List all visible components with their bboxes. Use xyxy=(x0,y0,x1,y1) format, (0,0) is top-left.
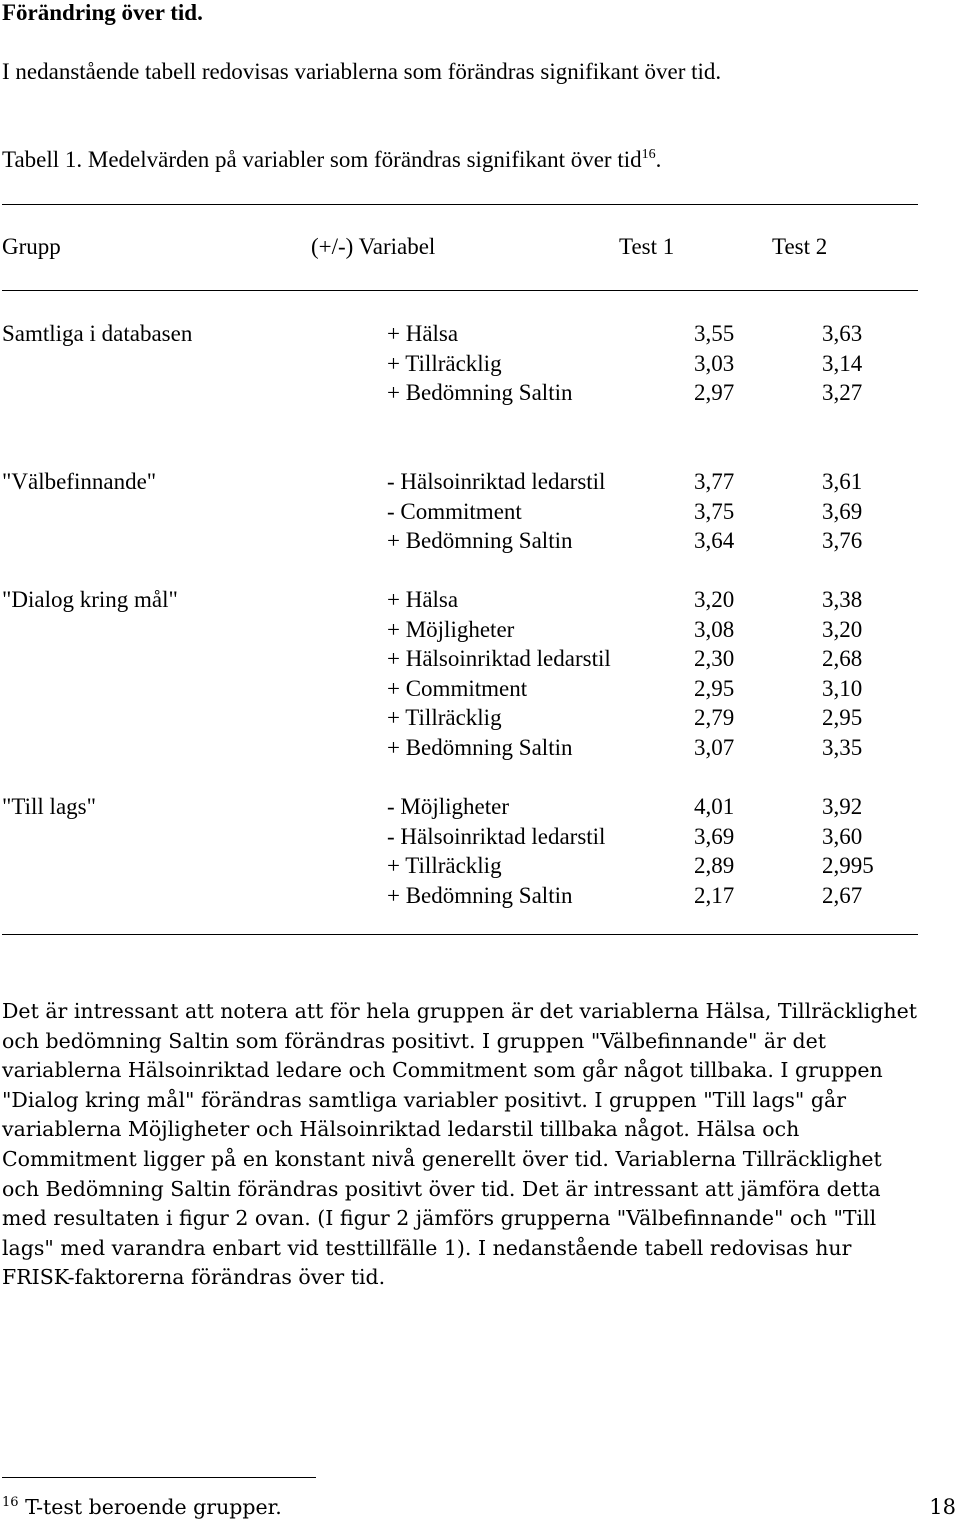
test2-cell: 3,92 xyxy=(822,794,863,819)
test1-cell: 3,07 xyxy=(694,734,735,760)
test1-cell: 2,95 xyxy=(694,675,735,701)
header-variabel: (+/-) Variabel xyxy=(311,234,436,259)
test1-cell: 3,55 xyxy=(694,321,735,346)
test2-cell: 3,76 xyxy=(822,528,863,554)
table-caption xyxy=(2,145,661,175)
table-row xyxy=(0,526,960,556)
header-test1: Test 1 xyxy=(619,234,675,259)
table-row xyxy=(0,378,960,408)
test1-cell: 3,75 xyxy=(694,498,735,524)
table-group xyxy=(0,319,960,408)
body-paragraph: Det är intressant att notera att för hela gruppen är det variablerna Hälsa, Tillräcklighet och bedömning Saltin som förändras positivt. I gruppen "Välbefinnande" är det variablerna Hälsoinriktad ledare och Commitment som går något tillbaka. I gruppen "Dialog kring mål" förändras samtliga variabler positivt. I gruppen "Till lags" går variablerna Möjligheter och Hälsoinriktad ledarstil tillbaka något. Hälsa och Commitment ligger på en konstant nivå generellt över tid. Variablerna Tillräcklighet och Bedömning Saltin förändras positivt över tid. Det är intressant att jämföra detta med resultaten i figur 2 ovan. (I figur 2 jämförs grupperna "Välbefinnande" och "Till lags" med varandra enbart vid testtillfälle 1). I nedanstående tabell redovisas hur FRISK-faktorerna förändras över tid. xyxy=(2,999,917,1290)
variable-cell: + Hälsoinriktad ledarstil xyxy=(387,646,611,672)
variable-cell: + Bedömning Saltin xyxy=(387,734,573,760)
table-group xyxy=(0,467,960,556)
test1-cell: 2,17 xyxy=(694,882,735,908)
caption-tail: . xyxy=(655,147,662,172)
variable-cell: + Bedömning Saltin xyxy=(387,380,573,406)
group-label: "Dialog kring mål" xyxy=(2,587,178,612)
footnote-ref: 16 xyxy=(641,147,656,162)
variable-cell: + Hälsa xyxy=(387,587,459,612)
test2-cell: 3,60 xyxy=(822,823,863,849)
test1-cell: 3,69 xyxy=(694,823,735,849)
test2-cell: 3,63 xyxy=(822,321,863,346)
table-row xyxy=(0,644,960,674)
test2-cell: 3,14 xyxy=(822,350,863,376)
variable-cell: - Hälsoinriktad ledarstil xyxy=(387,823,606,849)
table-row xyxy=(0,822,960,852)
group-label: "Till lags" xyxy=(2,794,96,819)
test1-cell: 2,79 xyxy=(694,705,735,731)
test1-cell: 3,08 xyxy=(694,616,735,642)
caption-text: Tabell 1. Medelvärden på variabler som förändras signifikant över tid xyxy=(2,147,642,172)
footnote-number: 16 xyxy=(2,1495,19,1510)
test2-cell: 3,27 xyxy=(822,380,863,406)
variable-cell: + Möjligheter xyxy=(387,616,515,642)
footnote-text: T-test beroende grupper. xyxy=(25,1495,282,1519)
table-row xyxy=(0,467,960,497)
table-row xyxy=(0,792,960,822)
test2-cell: 2,67 xyxy=(822,882,863,908)
test2-cell: 3,10 xyxy=(822,675,863,701)
section-heading: Förändring över tid. xyxy=(2,0,203,25)
page-number: 18 xyxy=(929,1495,956,1519)
test2-cell: 3,69 xyxy=(822,498,863,524)
test1-cell: 2,30 xyxy=(694,646,735,672)
variable-cell: - Hälsoinriktad ledarstil xyxy=(387,469,606,494)
table-row xyxy=(0,615,960,645)
test2-cell: 2,95 xyxy=(822,705,863,731)
footnote xyxy=(2,1492,282,1522)
header-grupp: Grupp xyxy=(2,234,61,259)
group-label: Samtliga i databasen xyxy=(2,321,193,346)
variable-cell: - Commitment xyxy=(387,498,522,524)
table-row xyxy=(0,585,960,615)
variable-cell: + Tillräcklig xyxy=(387,350,502,376)
variable-cell: + Bedömning Saltin xyxy=(387,882,573,908)
header-rule xyxy=(2,290,918,291)
test2-cell: 3,38 xyxy=(822,587,863,612)
test2-cell: 3,20 xyxy=(822,616,863,642)
table-row xyxy=(0,349,960,379)
test1-cell: 2,97 xyxy=(694,380,735,406)
table-top-rule xyxy=(2,204,918,205)
table-bottom-rule xyxy=(2,934,918,935)
variable-cell: + Bedömning Saltin xyxy=(387,528,573,554)
table-row xyxy=(0,881,960,911)
variable-cell: + Tillräcklig xyxy=(387,853,502,879)
table-group xyxy=(0,792,960,910)
header-test2: Test 2 xyxy=(772,234,828,259)
group-label: "Välbefinnande" xyxy=(2,469,157,494)
footnote-rule xyxy=(2,1477,316,1478)
table-row xyxy=(0,497,960,527)
table-row xyxy=(0,851,960,881)
test1-cell: 2,89 xyxy=(694,853,735,879)
intro-text: I nedanstående tabell redovisas variablerna som förändras signifikant över tid. xyxy=(2,59,722,84)
table-row xyxy=(0,733,960,763)
table-row xyxy=(0,319,960,349)
variable-cell: - Möjligheter xyxy=(387,794,509,819)
test1-cell: 3,03 xyxy=(694,350,735,376)
variable-cell: + Commitment xyxy=(387,675,528,701)
variable-cell: + Hälsa xyxy=(387,321,459,346)
test1-cell: 4,01 xyxy=(694,794,735,819)
test1-cell: 3,77 xyxy=(694,469,735,494)
test2-cell: 2,68 xyxy=(822,646,863,672)
table-row xyxy=(0,703,960,733)
variable-cell: + Tillräcklig xyxy=(387,705,502,731)
test1-cell: 3,64 xyxy=(694,528,735,554)
table-group xyxy=(0,585,960,763)
test2-cell: 3,35 xyxy=(822,734,863,760)
test2-cell: 2,995 xyxy=(822,853,874,879)
test2-cell: 3,61 xyxy=(822,469,863,494)
table-row xyxy=(0,674,960,704)
test1-cell: 3,20 xyxy=(694,587,735,612)
